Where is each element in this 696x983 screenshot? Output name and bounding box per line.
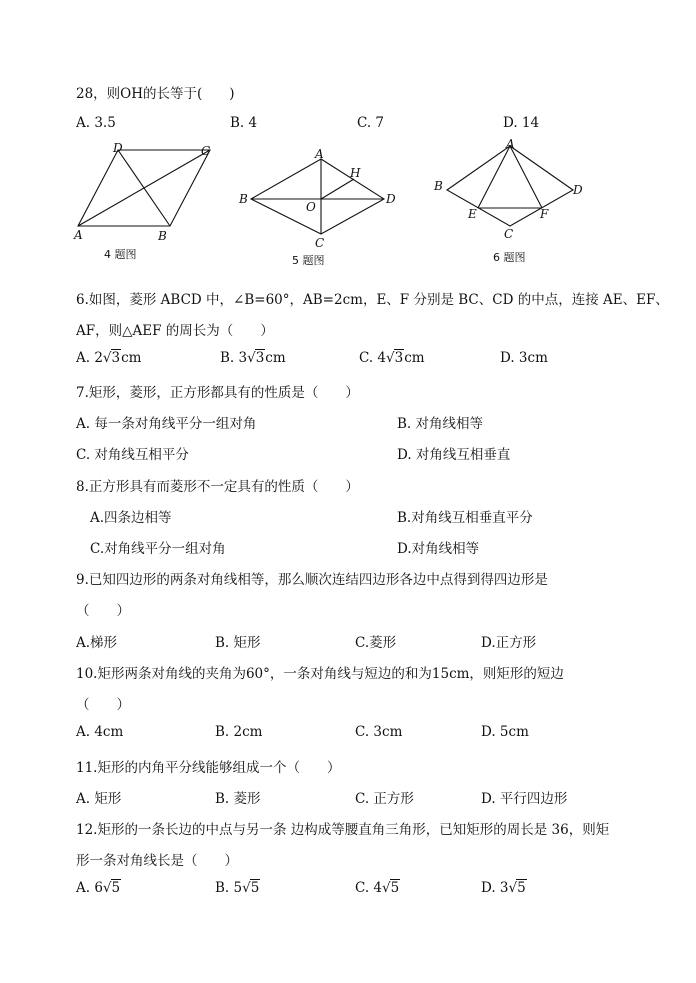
fig4-label-b: B xyxy=(158,229,167,243)
q6-option-a: A. 2√3cm xyxy=(76,350,142,366)
figure-5 xyxy=(236,148,406,248)
q12-option-a: A. 6√5 xyxy=(76,880,121,896)
q5-option-c: C. 7 xyxy=(357,115,385,131)
q6-stem-line2: AF，则△AEF 的周长为（ ） xyxy=(76,323,274,339)
q7-stem: 7.矩形，菱形，正方形都具有的性质是（ ） xyxy=(76,385,359,401)
q8-option-b: B.对角线互相垂直平分 xyxy=(397,510,533,526)
q12-stem-line2: 形一条对角线长是（ ） xyxy=(76,853,238,869)
q12-option-c: C. 4√5 xyxy=(355,880,400,896)
q9-option-d: D.正方形 xyxy=(481,635,537,651)
q11-option-d: D. 平行四边形 xyxy=(481,791,568,807)
q10-option-d: D. 5cm xyxy=(481,724,529,740)
fig4-label-c: C xyxy=(201,144,211,158)
q6-option-d: D. 3cm xyxy=(500,350,548,366)
figure-6 xyxy=(430,136,590,246)
q7-option-a: A. 每一条对角线平分一组对角 xyxy=(76,416,257,432)
q10-option-b: B. 2cm xyxy=(215,724,263,740)
q6-option-c: C. 4√3cm xyxy=(359,350,425,366)
q8-option-d: D.对角线相等 xyxy=(397,541,480,557)
q8-option-a: A.四条边相等 xyxy=(90,510,172,526)
q9-paren: （ ） xyxy=(76,603,130,619)
fig6-label-f: F xyxy=(540,207,549,221)
q12-stem-line1: 12.矩形的一条长边的中点与另一条 边构成等腰直角三角形，已知矩形的周长是 36，则矩 xyxy=(76,822,610,838)
fig6-label-b: B xyxy=(434,179,443,193)
q10-paren: （ ） xyxy=(76,697,130,713)
fig5-label-b: B xyxy=(239,192,248,206)
fig5-label-h: H xyxy=(350,166,361,180)
q6-option-b: B. 3√3cm xyxy=(220,350,286,366)
q10-option-a: A. 4cm xyxy=(76,724,124,740)
fig5-label-a: A xyxy=(315,147,324,161)
q11-stem: 11.矩形的内角平分线能够组成一个（ ） xyxy=(76,760,341,776)
fig5-label-o: O xyxy=(306,200,316,214)
q11-option-c: C. 正方形 xyxy=(355,791,414,807)
q5-option-b: B. 4 xyxy=(230,115,258,131)
q12-option-d: D. 3√5 xyxy=(481,880,526,896)
fig6-caption: 6 题图 xyxy=(493,251,526,264)
fig4-label-d: D xyxy=(113,141,123,155)
q6-stem-line1: 6.如图，菱形 ABCD 中，∠B=60°，AB=2cm，E、F 分别是 BC、CD 的中点，连接 AE、EF、 xyxy=(76,292,669,308)
q11-option-b: B. 菱形 xyxy=(215,791,261,807)
fig6-label-a: A xyxy=(506,137,515,151)
q9-stem: 9.已知四边形的两条对角线相等，那么顺次连结四边形各边中点得到得四边形是 xyxy=(76,572,548,588)
fig6-label-c: C xyxy=(504,227,514,241)
q10-stem: 10.矩形两条对角线的夹角为60°，一条对角线与短边的和为15cm，则矩形的短边 xyxy=(76,666,564,682)
q7-option-d: D. 对角线互相垂直 xyxy=(397,447,511,463)
q5-option-d: D. 14 xyxy=(503,115,540,131)
q9-option-b: B. 矩形 xyxy=(215,635,261,651)
q9-option-a: A.梯形 xyxy=(76,635,118,651)
q8-option-c: C.对角线平分一组对角 xyxy=(90,541,226,557)
q11-option-a: A. 矩形 xyxy=(76,791,122,807)
q12-option-b: B. 5√5 xyxy=(215,880,260,896)
fig6-label-e: E xyxy=(468,207,477,221)
q10-option-c: C. 3cm xyxy=(355,724,403,740)
fig5-label-d: D xyxy=(386,192,396,206)
figure-4 xyxy=(70,140,220,250)
fig6-label-d: D xyxy=(573,183,583,197)
fig5-label-c: C xyxy=(315,236,325,250)
q7-option-b: B. 对角线相等 xyxy=(397,416,484,432)
fig4-label-a: A xyxy=(74,228,83,242)
fig4-caption: 4 题图 xyxy=(104,248,137,261)
q5-option-a: A. 3.5 xyxy=(76,115,116,131)
fig5-caption: 5 题图 xyxy=(292,254,325,267)
q8-stem: 8.正方形具有而菱形不一定具有的性质（ ） xyxy=(76,479,359,495)
q9-option-c: C.菱形 xyxy=(355,635,397,651)
q7-option-c: C. 对角线互相平分 xyxy=(76,447,189,463)
q5-stem: 28，则OH的长等于( ) xyxy=(76,86,235,102)
